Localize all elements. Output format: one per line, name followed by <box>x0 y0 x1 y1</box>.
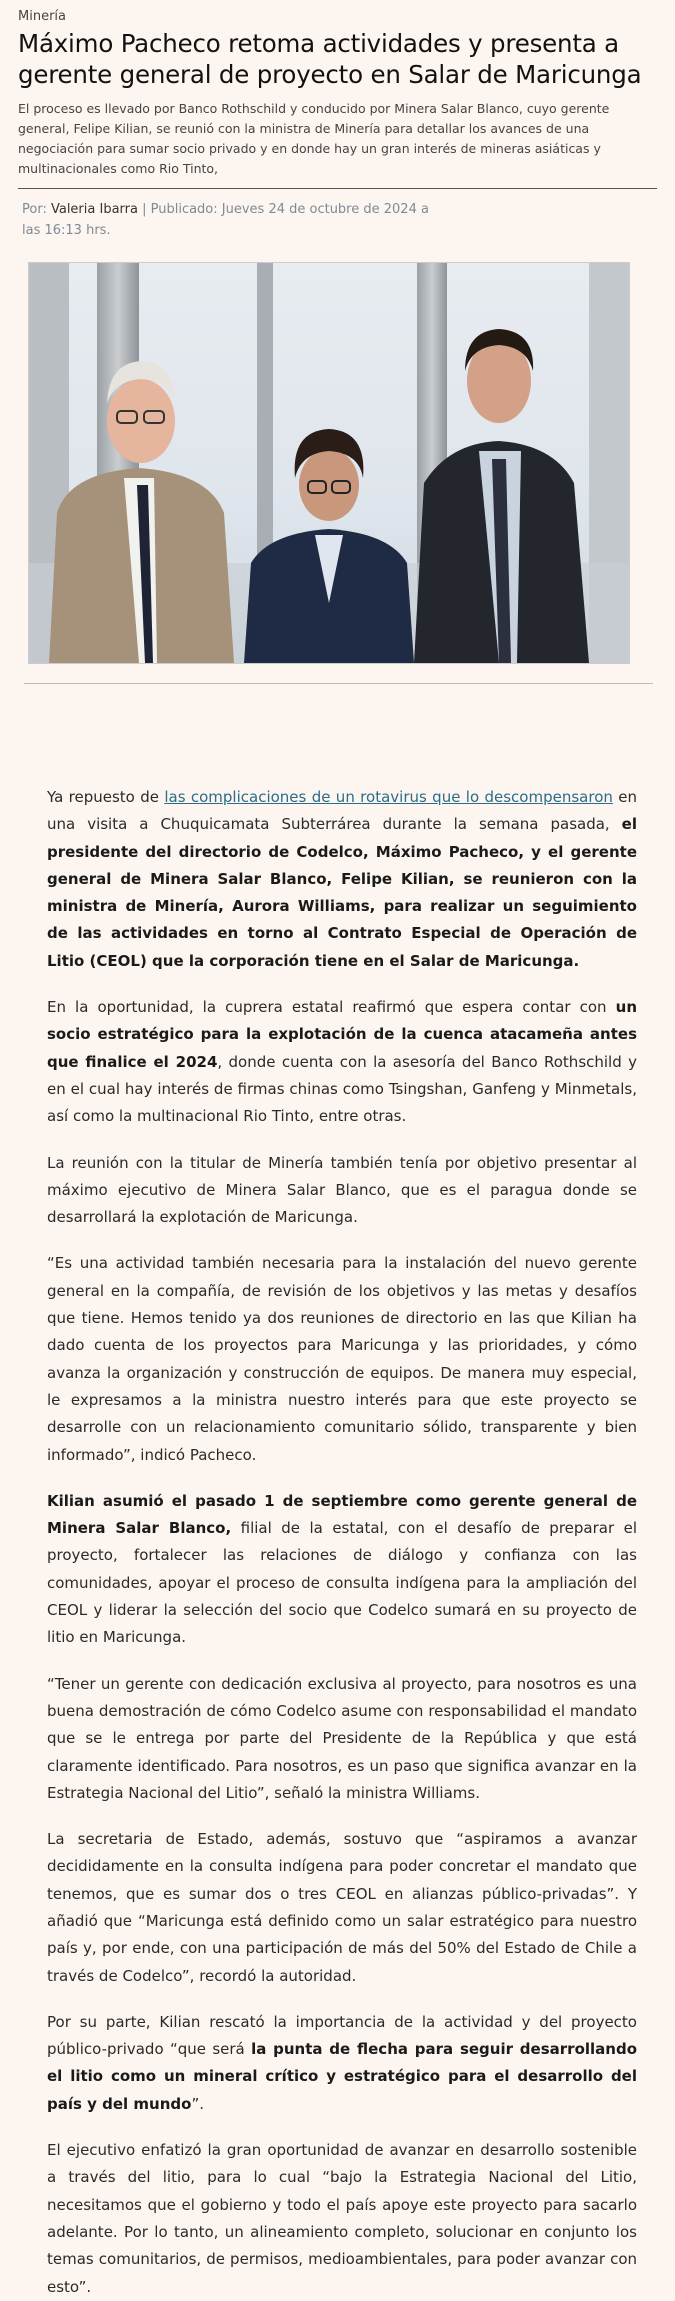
paragraph-6: “Tener un gerente con dedicación exclusiva al proyecto, para nosotros es una buena demostración de cómo Codelco asume con responsabilidad el mandato que se le entrega por parte del Presidente de la República y que está claramente identificado. Para nosotros, es un paso que significa avanzar en la Estrategia Nacional del Litio”, señaló la ministra Williams. <box>47 1674 637 1802</box>
category-label[interactable]: Minería <box>18 9 66 24</box>
paragraph-3: La reunión con la titular de Minería también tenía por objetivo presentar al máximo ejecutivo de Minera Salar Blanco, que es el paragua donde se desarrollará la explotación de Maricunga. <box>47 1153 637 1227</box>
byline-published: | Publicado: Jueves 24 de octubre de 2024 a las 16:13 hrs. <box>22 202 429 238</box>
article-title: Máximo Pacheco retoma actividades y presenta a gerente general de proyecto en Salar de Maricunga <box>18 29 642 89</box>
paragraph-2: En la oportunidad, la cuprera estatal reafirmó que espera contar con un socio estratégico para la explotación de la cuenca atacameña antes que finalice el 2024, donde cuenta con la asesoría del Banco Rothschild y en el cual hay interés de firmas chinas como Tsingshan, Ganfeng y Minmetals, así como la multinacional Rio Tinto, entre otras. <box>47 998 637 1126</box>
paragraph-1: Ya repuesto de las complicaciones de un rotavirus que lo descompensaron en una visita a Chuquicamata Subterrárea durante la semana pasada, el presidente del directorio de Codelco, Máximo Pacheco, y el gerente general de Minera Salar Blanco, Felipe Kilian, se reunieron con la ministra de Minería, Aurora Williams, para realizar un seguimiento de las actividades en torno al Contrato Especial de Operación de Litio (CEOL) que la corporación tiene en el Salar de Maricunga. <box>47 788 637 970</box>
paragraph-4: “Es una actividad también necesaria para la instalación del nuevo gerente general en la compañía, de revisión de los objetivos y las metas y desafíos que tiene. Hemos tenido ya dos reuniones de directorio en las que Kilian ha dado cuenta de los proyectos para Maricunga y las prioridades, y cómo avanza la organización y construcción de equipos. De manera muy especial, le expresamos a la ministra nuestro interés para que este proyecto se desarrolle con un relacionamiento comunitario sólido, transparente y bien informado”, indicó Pacheco. <box>47 1254 637 1464</box>
paragraph-8: Por su parte, Kilian rescató la importancia de la actividad y del proyecto público-privado “que será la punta de flecha para seguir desarrollando el litio como un mineral crítico y estratégico para el desarrollo del país y del mundo”. <box>47 2012 637 2113</box>
byline-author[interactable]: Valeria Ibarra <box>50 202 138 217</box>
byline-prefix: Por: <box>22 202 51 217</box>
article-photo <box>28 262 630 664</box>
article-body <box>0 684 675 2301</box>
byline <box>18 189 432 241</box>
article-header <box>0 0 675 684</box>
article-lead: El proceso es llevado por Banco Rothschild y conducido por Minera Salar Blanco, cuyo gerente general, Felipe Kilian, se reunió con la ministra de Minería para detallar los avances de una negociación para sumar socio privado y en donde hay un gran interés de mineras asiáticas y multinacionales como Rio Tinto, <box>18 101 610 176</box>
paragraph-7: La secretaria de Estado, además, sostuvo que “aspiramos a avanzar decididamente en la consulta indígena para poder concretar el mandato que tenemos, que es sumar dos o tres CEOL en alianzas público-privadas”. Y añadió que “Maricunga está definido como un salar estratégico para nuestro país y, por ende, con una participación de más del 50% del Estado de Chile a través de Codelco”, recordó la autoridad. <box>47 1830 637 1985</box>
paragraph-9: El ejecutivo enfatizó la gran oportunidad de avanzar en desarrollo sostenible a través del litio, para lo cual “bajo la Estrategia Nacional del Litio, necesitamos que el gobierno y todo el país apoye este proyecto para sacarlo adelante. Por lo tanto, un alineamiento completo, solucionar en conjunto los temas comunitarios, de permisos, medioambientales, para poder avanzar con esto”. <box>47 2141 637 2296</box>
paragraph-5: Kilian asumió el pasado 1 de septiembre como gerente general de Minera Salar Blanco, filial de la estatal, con el desafío de preparar el proyecto, fortalecer las relaciones de diálogo y confianza con las comunidades, apoyar el proceso de consulta indígena para la ampliación del CEOL y liderar la selección del socio que Codelco sumará en su proyecto de litio en Maricunga. <box>47 1491 637 1647</box>
rotavirus-link[interactable]: las complicaciones de un rotavirus que lo descompensaron <box>164 788 613 806</box>
